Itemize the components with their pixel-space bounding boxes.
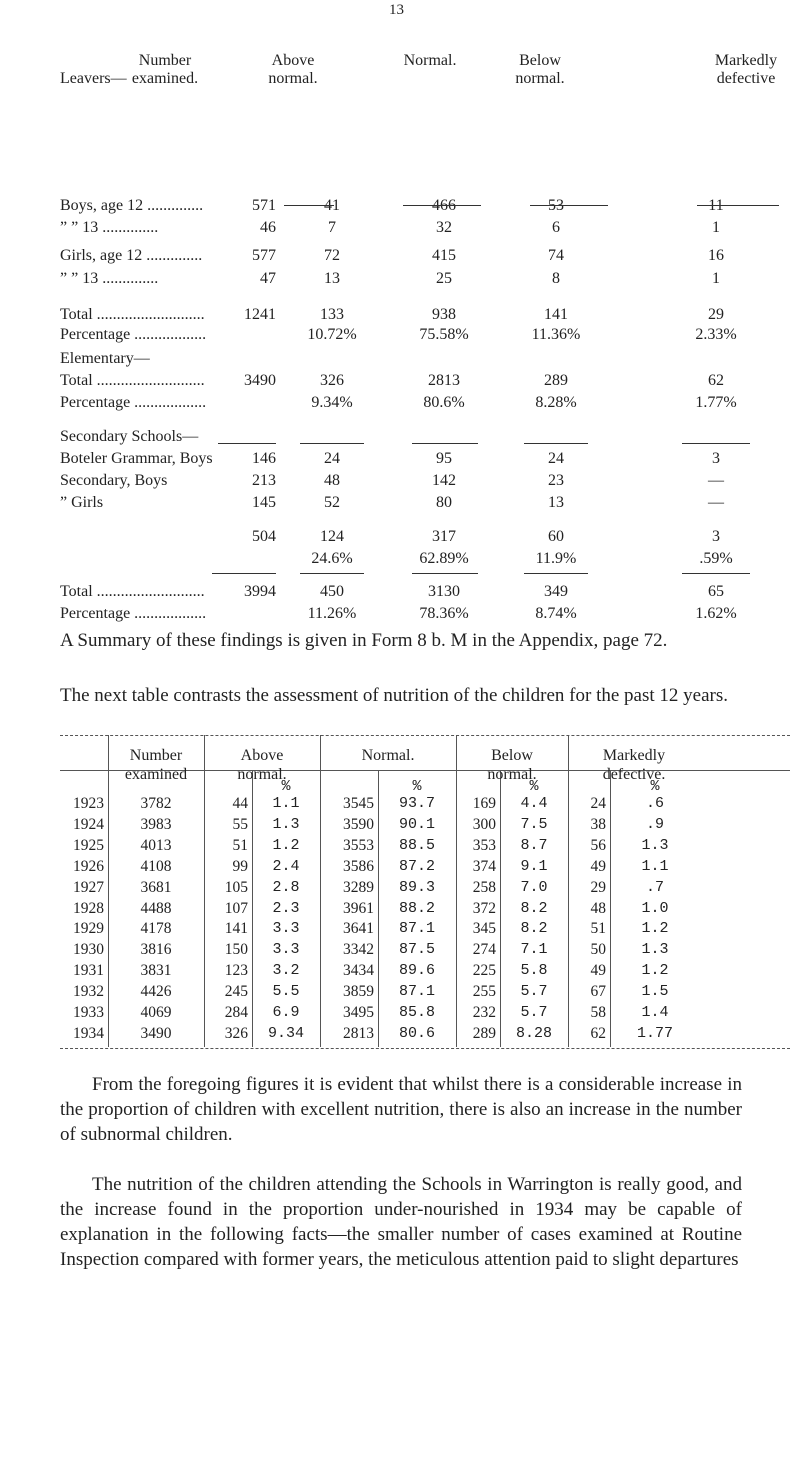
cell-above: 124 [320,528,344,545]
cell-markedly: 29 [708,306,724,323]
nutrition-paragraph: The nutrition of the children attending the Schools in Warrington is really good, and the increase found in the proportion under-nourished in 1934 may be capable of explanation in the following facts—the smaller number of cases examined at Routine Inspection compared with former years, the meticulous attention paid to slight departures [60,1174,742,1270]
cell-normal: 317 [432,528,456,545]
cell-number: 213 [252,472,276,489]
cell-above-p: 6.9 [272,1004,300,1021]
cell-year: 1930 [73,941,104,959]
t2-header-normal: Normal. [361,747,415,764]
cell-below: 349 [544,583,568,600]
cell-examined: 3490 [140,1024,172,1042]
row-label: Total ........................... [60,583,205,600]
cell-below: 23 [548,472,564,489]
cell-normal-n: 3289 [343,878,374,896]
cell-markedly: — [708,494,724,511]
cell-below: 8.28% [535,394,577,411]
cell-above-n: 284 [224,1004,248,1021]
cell-below-p: 7.5 [520,815,548,833]
row-label: Percentage .................. [60,605,207,622]
t2-header-above-1: Above [240,747,284,764]
cell-normal: 32 [436,219,452,236]
cell-below: 13 [548,494,564,511]
cell-normal: 25 [436,270,452,287]
cell-below: 53 [548,197,564,214]
row-label: Secondary, Boys [60,472,168,489]
cell-normal-p: 87.1 [398,983,435,1001]
cell-normal-p: 89.6 [398,962,435,980]
t2-header-markedly-1: Markedly [602,747,666,764]
cell-marked-n: 29 [590,878,606,896]
cell-normal-n: 3495 [343,1004,374,1021]
cell-examined: 4488 [140,899,172,917]
cell-above: 52 [324,494,340,511]
cell-marked-p: 1.1 [641,857,669,875]
row-label: Secondary Schools— [60,428,199,445]
header-above-2: normal. [268,70,318,87]
cell-below-n: 232 [472,1004,496,1021]
rule [300,443,364,444]
cell-below-p: 8.7 [520,836,548,854]
cell-marked-p: 1.5 [641,983,669,1001]
cell-examined: 4013 [140,836,172,854]
rule [697,205,779,206]
cell-year: 1928 [73,899,104,917]
cell-number: 504 [252,528,276,545]
cell-below-n: 353 [472,836,496,854]
cell-above-n: 51 [232,836,248,854]
cell-year: 1925 [73,836,104,854]
cell-markedly: 11 [708,197,724,214]
cell-above: 48 [324,472,340,489]
cell-above-n: 326 [224,1024,248,1042]
cell-above-p: 2.4 [272,857,300,875]
cell-above-p: 1.3 [272,815,300,833]
cell-below-p: 7.1 [520,941,548,959]
cell-below-n: 289 [472,1024,496,1042]
cell-markedly: 1.62% [695,605,737,622]
cell-marked-n: 38 [590,815,606,833]
page-number: 13 [389,2,404,18]
rule [682,573,750,574]
cell-below-p: 9.1 [520,857,548,875]
cell-examined: 3831 [140,962,172,980]
cell-year: 1934 [73,1024,104,1042]
cell-normal-p: 80.6 [398,1024,435,1042]
rule [412,443,478,444]
rule [524,443,588,444]
percent-sign: % [281,778,291,795]
cell-below-n: 300 [472,815,496,833]
cell-marked-p: 1.77 [636,1024,673,1042]
cell-marked-n: 67 [590,983,606,1001]
cell-normal: 938 [432,306,456,323]
cell-marked-n: 51 [590,920,606,938]
cell-above-p: 3.3 [272,941,300,959]
cell-below-p: 8.2 [520,920,548,938]
cell-above-n: 150 [224,941,248,959]
cell-below-p: 5.7 [520,983,548,1001]
cell-above: 7 [328,219,336,236]
cell-below-p: 4.4 [520,795,548,812]
cell-marked-p: .7 [645,878,664,896]
cell-above: 326 [320,372,344,389]
cell-above: 24.6% [311,550,353,567]
header-markedly-2: defective [716,70,776,87]
cell-number: 145 [252,494,276,511]
cell-year: 1927 [73,878,104,896]
cell-normal: 142 [432,472,456,489]
header-markedly-1: Markedly [714,52,778,69]
cell-marked-p: 1.0 [641,899,669,917]
cell-normal-n: 3961 [343,899,374,917]
cell-below-n: 225 [472,962,496,980]
cell-normal: 466 [432,197,456,214]
header-below-2: normal. [515,70,565,87]
cell-above-n: 55 [232,815,248,833]
cell-number: 577 [252,247,276,264]
cell-below-n: 258 [472,878,496,896]
cell-above: 450 [320,583,344,600]
cell-normal-n: 3434 [343,962,374,980]
cell-examined: 4108 [140,857,172,875]
cell-year: 1923 [73,795,104,812]
cell-year: 1931 [73,962,104,980]
header-number-1: Number [138,52,192,69]
cell-marked-n: 48 [590,899,606,917]
row-label: Percentage .................. [60,394,207,411]
cell-normal-n: 3859 [343,983,374,1001]
cell-above: 9.34% [311,394,353,411]
cell-markedly: .59% [699,550,733,567]
cell-above: 41 [324,197,340,214]
cell-normal-p: 87.2 [398,857,435,875]
rule [300,573,364,574]
cell-examined: 3816 [140,941,172,959]
header-normal: Normal. [403,52,457,69]
cell-year: 1926 [73,857,104,875]
cell-marked-n: 56 [590,836,606,854]
rule [412,573,478,574]
cell-markedly: 1 [712,219,720,236]
header-leavers: Leavers— [60,70,127,87]
cell-number: 571 [252,197,276,214]
table-top-rule [60,735,790,736]
cell-marked-p: 1.2 [641,962,669,980]
cell-normal-n: 3545 [343,795,374,812]
cell-normal-n: 3590 [343,815,374,833]
cell-normal-p: 88.5 [398,836,435,854]
cell-normal-n: 3641 [343,920,374,938]
cell-marked-p: 1.2 [641,920,669,938]
cell-normal-p: 89.3 [398,878,435,896]
cell-markedly: — [708,472,724,489]
cell-above: 13 [324,270,340,287]
cell-number: 3490 [244,372,276,389]
rule [284,205,334,206]
cell-number: 1241 [244,306,276,323]
cell-normal-p: 87.5 [398,941,435,959]
t2-header-number-2: examined [124,766,188,783]
cell-above-p: 3.2 [272,962,300,980]
cell-examined: 3681 [140,878,172,896]
row-label: Percentage .................. [60,326,207,343]
cell-below-p: 8.2 [520,899,548,917]
cell-number: 47 [260,270,276,287]
cell-normal-n: 3586 [343,857,374,875]
cell-below-n: 345 [472,920,496,938]
cell-number: 146 [252,450,276,467]
cell-below-n: 255 [472,983,496,1001]
cell-year: 1933 [73,1004,104,1021]
rule [212,573,276,574]
header-above-1: Above [271,52,315,69]
cell-markedly: 1.77% [695,394,737,411]
cell-above-p: 1.1 [272,795,300,812]
rule [530,205,608,206]
cell-normal: 415 [432,247,456,264]
cell-markedly: 1 [712,270,720,287]
rule [218,443,276,444]
cell-normal-p: 85.8 [398,1004,435,1021]
row-label: Boteler Grammar, Boys [60,450,213,467]
cell-above: 133 [320,306,344,323]
cell-marked-n: 49 [590,857,606,875]
cell-number: 46 [260,219,276,236]
cell-normal: 75.58% [419,326,469,343]
cell-normal-p: 88.2 [398,899,435,917]
cell-above-n: 105 [224,878,248,896]
cell-below: 289 [544,372,568,389]
cell-markedly: 2.33% [695,326,737,343]
row-label: ” Girls [60,494,104,511]
cell-marked-p: 1.3 [641,836,669,854]
cell-year: 1924 [73,815,104,833]
cell-marked-p: .9 [645,815,664,833]
header-below-1: Below [519,52,561,69]
row-label: ” ” 13 .............. [60,270,159,287]
cell-markedly: 65 [708,583,724,600]
cell-normal: 95 [436,450,452,467]
cell-above: 10.72% [307,326,357,343]
cell-normal: 62.89% [419,550,469,567]
cell-normal-n: 3342 [343,941,374,959]
cell-normal-n: 2813 [343,1024,374,1042]
cell-above: 24 [324,450,340,467]
cell-above-p: 1.2 [272,836,300,854]
cell-above-n: 44 [232,795,248,812]
foregoing-paragraph: From the foregoing figures it is evident that whilst there is a considerable increase in the proportion of children with excellent nutrition, there is also an increase in the number of subnormal children. [60,1074,742,1145]
cell-number: 3994 [244,583,276,600]
cell-marked-n: 24 [590,795,606,812]
percent-sign: % [650,778,660,795]
cell-normal-p: 90.1 [398,815,435,833]
cell-below-n: 169 [472,795,496,812]
cell-normal: 80 [436,494,452,511]
percent-sign: % [529,778,539,795]
rule [524,573,588,574]
cell-normal-p: 87.1 [398,920,435,938]
cell-marked-n: 49 [590,962,606,980]
t2-header-below-2: normal. [487,766,537,783]
cell-above-p: 3.3 [272,920,300,938]
rule [403,205,481,206]
cell-marked-p: 1.4 [641,1004,669,1021]
cell-year: 1929 [73,920,104,938]
cell-below: 6 [552,219,560,236]
rule [682,443,750,444]
cell-above-n: 107 [224,899,248,917]
t2-header-markedly-2: defective. [602,766,666,783]
cell-normal: 2813 [428,372,460,389]
cell-examined: 4426 [140,983,172,1001]
percent-sign: % [412,778,422,795]
cell-below: 11.9% [535,550,577,567]
cell-normal: 80.6% [423,394,465,411]
cell-marked-n: 62 [590,1024,606,1042]
row-label: Boys, age 12 .............. [60,197,204,214]
cell-above-n: 141 [224,920,248,938]
cell-marked-p: 1.3 [641,941,669,959]
cell-below: 11.36% [531,326,581,343]
cell-above: 72 [324,247,340,264]
cell-normal: 78.36% [419,605,469,622]
cell-below: 24 [548,450,564,467]
cell-above-p: 5.5 [272,983,300,1001]
cell-below: 8 [552,270,560,287]
cell-below: 74 [548,247,564,264]
cell-above-p: 2.8 [272,878,300,896]
cell-above-p: 2.3 [272,899,300,917]
table-bottom-rule [60,1048,790,1049]
next-table-paragraph: The next table contrasts the assessment of nutrition of the children for the past 12 years. [60,685,728,706]
t2-header-below-1: Below [491,747,533,764]
cell-below: 8.74% [535,605,577,622]
cell-above: 11.26% [307,605,357,622]
cell-year: 1932 [73,983,104,1001]
header-number-2: examined. [131,70,199,87]
cell-above-n: 99 [232,857,248,875]
row-label: Girls, age 12 .............. [60,247,203,264]
row-label: Total ........................... [60,372,205,389]
cell-marked-n: 58 [590,1004,606,1021]
cell-marked-n: 50 [590,941,606,959]
cell-marked-p: .6 [645,795,664,812]
cell-examined: 3782 [140,795,172,812]
row-label: ” ” 13 .............. [60,219,159,236]
cell-below-p: 8.28 [515,1024,552,1042]
cell-markedly: 3 [712,450,720,467]
cell-below: 60 [548,528,564,545]
cell-below-n: 274 [472,941,496,959]
cell-markedly: 62 [708,372,724,389]
cell-normal-p: 93.7 [398,795,435,812]
cell-below-n: 372 [472,899,496,917]
row-label: Total ........................... [60,306,205,323]
cell-examined: 4069 [140,1004,172,1021]
t2-header-number-1: Number [129,747,183,764]
cell-below-p: 5.7 [520,1004,548,1021]
cell-below-n: 374 [472,857,496,875]
cell-above-p: 9.34 [267,1024,304,1042]
cell-below-p: 5.8 [520,962,548,980]
t2-header-above-2: normal. [237,766,287,783]
cell-normal: 3130 [428,583,460,600]
cell-above-n: 123 [224,962,248,980]
row-label: Elementary— [60,350,150,367]
cell-below: 141 [544,306,568,323]
cell-below-p: 7.0 [520,878,548,896]
cell-normal-n: 3553 [343,836,374,854]
cell-above-n: 245 [224,983,248,1001]
cell-examined: 3983 [140,815,172,833]
cell-markedly: 3 [712,528,720,545]
cell-examined: 4178 [140,920,172,938]
cell-markedly: 16 [708,247,724,264]
summary-paragraph: A Summary of these findings is given in Form 8 b. M in the Appendix, page 72. [60,630,668,651]
